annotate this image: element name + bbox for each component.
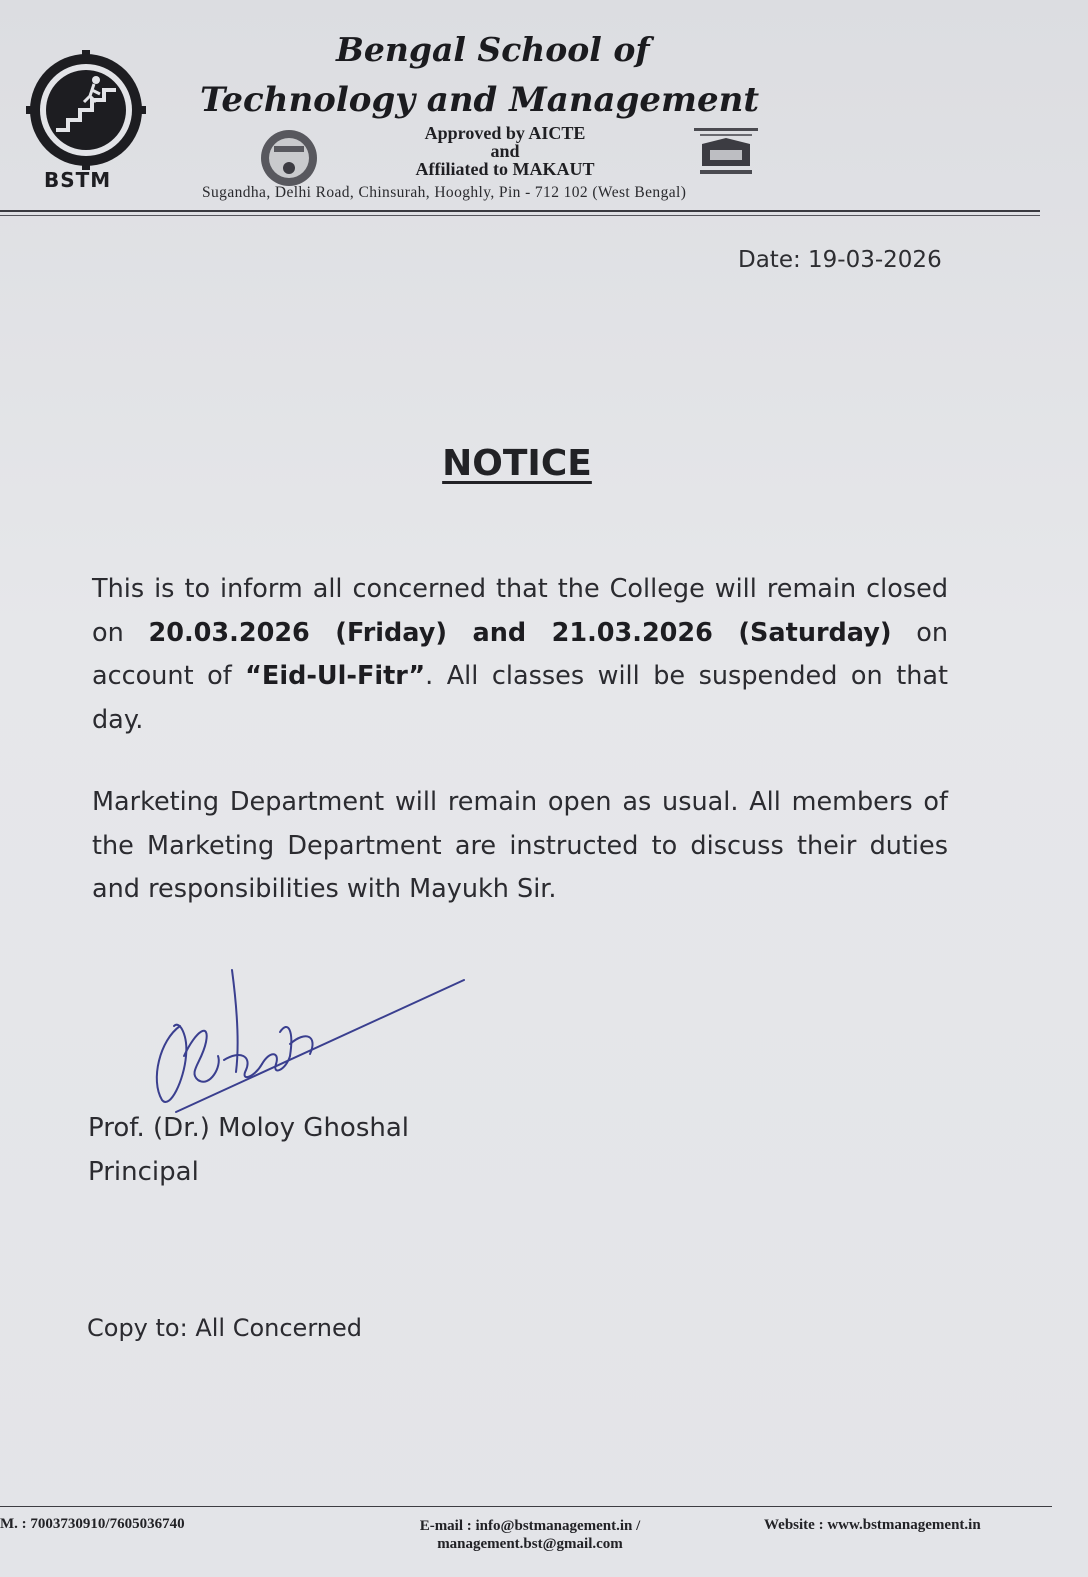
notice-paragraph-1 xyxy=(92,568,948,742)
para1-text-c: . All classes will be suspended on that day. xyxy=(92,661,948,735)
footer-email-line1: E-mail : info@bstmanagement.in / xyxy=(419,1518,641,1534)
signatory-designation: Principal xyxy=(88,1157,199,1187)
para1-text-a: This is to inform all concerned that the College will remain closed on xyxy=(92,574,948,648)
header-divider-thin xyxy=(0,215,1040,216)
notice-title: NOTICE xyxy=(442,443,592,484)
institution-name-line2: Technology and Management xyxy=(200,80,760,120)
header-divider xyxy=(0,210,1040,212)
approval-line1: Approved by AICTE xyxy=(424,123,586,143)
footer-divider xyxy=(0,1506,1052,1507)
footer-phone: M. : 7003730910/7605036740 xyxy=(0,1516,185,1532)
para1-festival: “Eid-Ul-Fitr” xyxy=(245,661,426,691)
letterhead xyxy=(0,0,1088,222)
notice-paragraph-2: Marketing Department will remain open as usual. All members of the Marketing Department are instructed to discuss their duties and responsibilities with Mayukh Sir. xyxy=(92,787,948,904)
para1-dates: 20.03.2026 (Friday) and 21.03.2026 (Saturday) xyxy=(148,617,892,648)
address: Sugandha, Delhi Road, Chinsurah, Hooghly, Pin - 712 102 (West Bengal) xyxy=(202,184,687,201)
copy-to: Copy to: All Concerned xyxy=(87,1314,362,1342)
approval-text xyxy=(380,124,630,178)
signatory-name: Prof. (Dr.) Moloy Ghoshal xyxy=(88,1113,410,1143)
para1-text-b: on account of xyxy=(92,617,948,691)
approval-line2: and xyxy=(490,141,520,161)
approval-line3: Affiliated to MAKAUT xyxy=(415,159,595,179)
footer-email-line2: management.bst@gmail.com xyxy=(437,1536,623,1552)
signature-icon xyxy=(140,960,480,1130)
makaut-emblem-icon xyxy=(694,126,758,178)
footer-website: Website : www.bstmanagement.in xyxy=(764,1517,981,1533)
institution-name-line1: Bengal School of xyxy=(336,30,650,69)
footer-email xyxy=(380,1517,680,1553)
aicte-emblem-icon xyxy=(250,128,328,188)
logo-label: BSTM xyxy=(44,168,112,192)
notice-date: Date: 19-03-2026 xyxy=(738,247,942,273)
